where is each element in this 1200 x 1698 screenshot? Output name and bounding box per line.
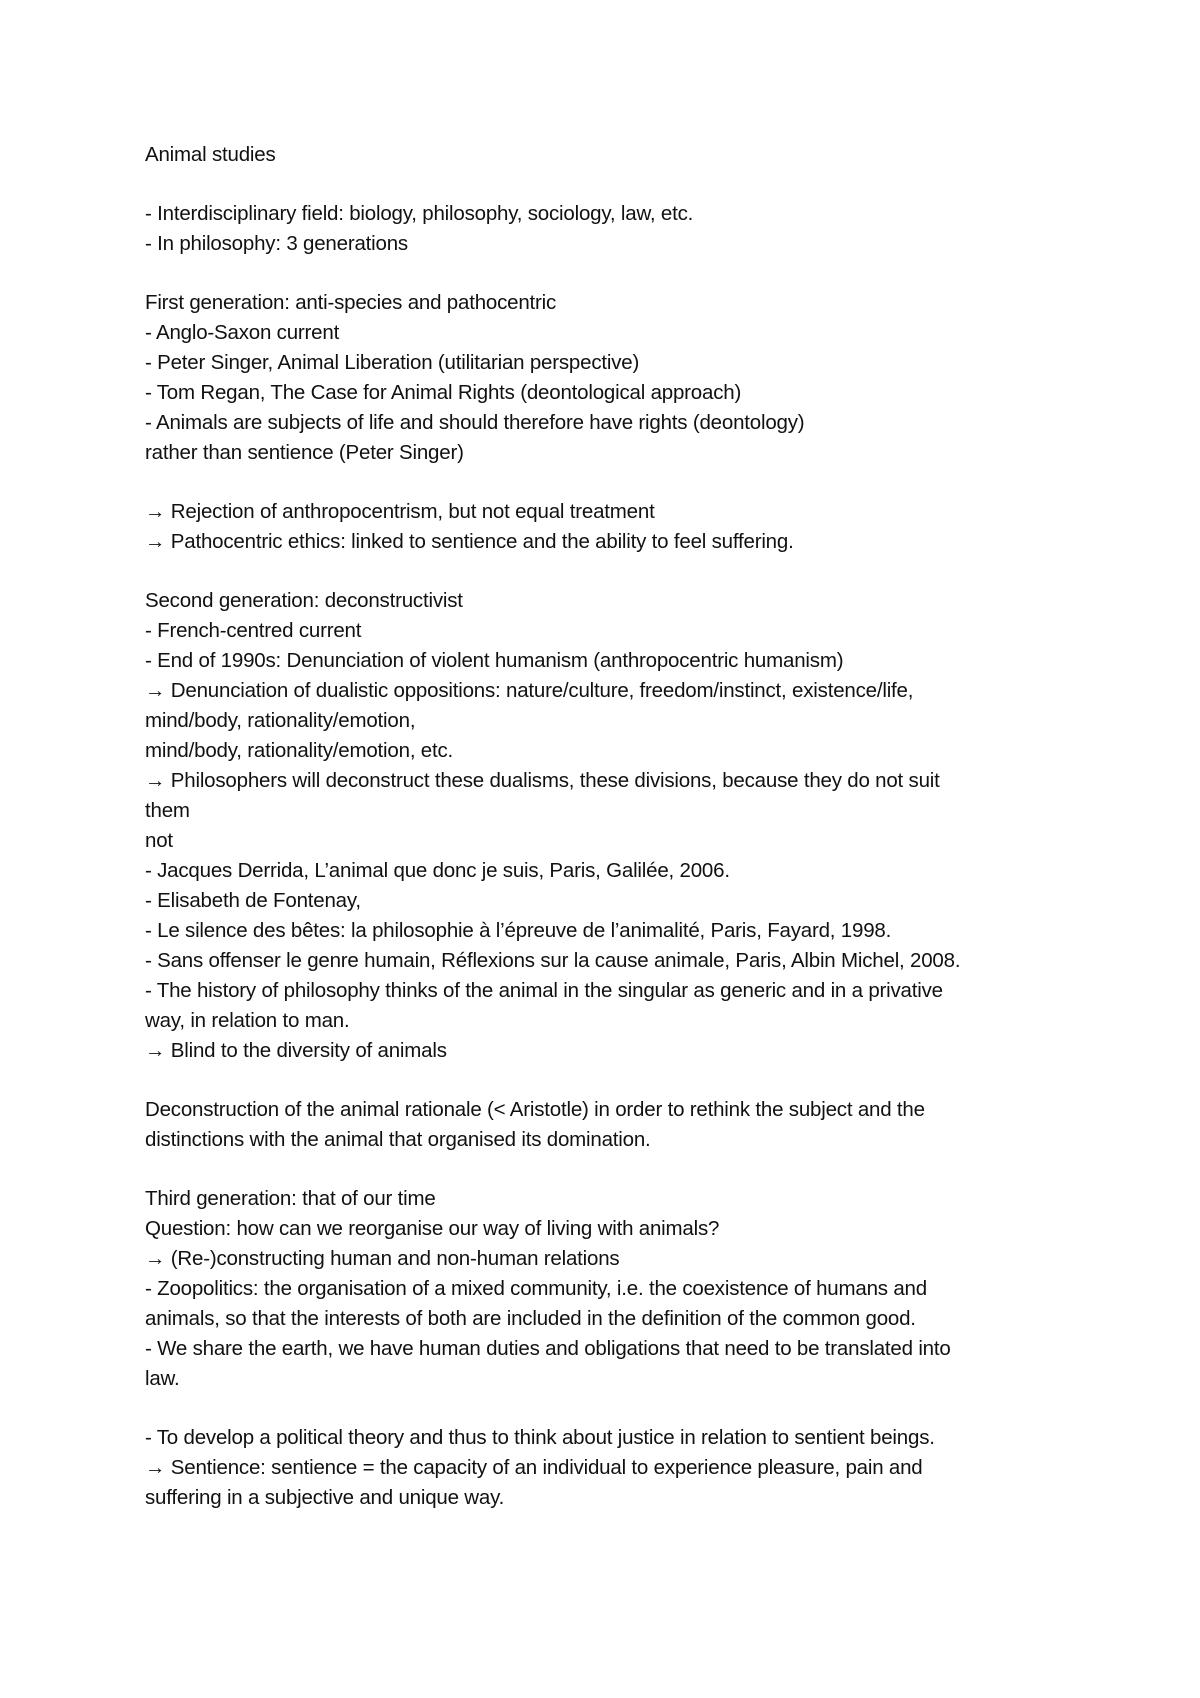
first-generation-line: rather than sentience (Peter Singer)	[145, 441, 464, 464]
second-generation-line: - End of 1990s: Denunciation of violent humanism (anthropocentric humanism)	[145, 649, 844, 672]
third-generation-line: - Zoopolitics: the organisation of a mixed community, i.e. the coexistence of humans and	[145, 1277, 927, 1300]
first-conclusion-line: → Rejection of anthropocentrism, but not equal treatment	[145, 500, 655, 523]
paragraph-gap	[145, 259, 1065, 288]
second-generation-line: - Sans offenser le genre humain, Réflexions sur la cause animale, Paris, Albin Michel, 2008.	[145, 949, 961, 972]
second-generation-line: - French-centred current	[145, 619, 362, 642]
paragraph-gap	[145, 170, 1065, 199]
first-generation-line: - Tom Regan, The Case for Animal Rights (deontological approach)	[145, 381, 742, 404]
first-generation-line: - Animals are subjects of life and should therefore have rights (deontology)	[145, 411, 805, 434]
deconstruction-line: Deconstruction of the animal rationale (< Aristotle) in order to rethink the subject and the	[145, 1098, 925, 1121]
political-theory-line: → Sentience: sentience = the capacity of an individual to experience pleasure, pain and	[145, 1456, 923, 1479]
third-generation-heading: Third generation: that of our time	[145, 1187, 436, 1210]
third-generation-line: → (Re-)constructing human and non-human relations	[145, 1247, 620, 1270]
paragraph-gap	[145, 468, 1065, 497]
document-title: Animal studies	[145, 143, 276, 166]
second-generation-line: not	[145, 829, 173, 852]
second-generation-line: way, in relation to man.	[145, 1009, 350, 1032]
second-generation-line: → Blind to the diversity of animals	[145, 1039, 447, 1062]
second-generation-line: - The history of philosophy thinks of the animal in the singular as generic and in a privative	[145, 979, 943, 1002]
political-theory-line: - To develop a political theory and thus to think about justice in relation to sentient beings.	[145, 1426, 935, 1449]
first-generation-heading: First generation: anti-species and pathocentric	[145, 291, 557, 314]
second-generation-line: - Elisabeth de Fontenay,	[145, 889, 361, 912]
third-generation-line: Question: how can we reorganise our way of living with animals?	[145, 1217, 720, 1240]
paragraph-gap	[145, 1155, 1065, 1184]
second-generation-line: them	[145, 799, 190, 822]
first-generation-line: - Anglo-Saxon current	[145, 321, 340, 344]
second-generation-line: mind/body, rationality/emotion,	[145, 709, 416, 732]
intro-line: - In philosophy: 3 generations	[145, 232, 408, 255]
intro-line: - Interdisciplinary field: biology, philosophy, sociology, law, etc.	[145, 202, 694, 225]
first-generation-line: - Peter Singer, Animal Liberation (utilitarian perspective)	[145, 351, 640, 374]
deconstruction-line: distinctions with the animal that organised its domination.	[145, 1128, 651, 1151]
paragraph-gap	[145, 1394, 1065, 1423]
third-generation-line: animals, so that the interests of both are included in the definition of the common good.	[145, 1307, 916, 1330]
third-generation-line: law.	[145, 1367, 180, 1390]
second-generation-line: - Jacques Derrida, L’animal que donc je suis, Paris, Galilée, 2006.	[145, 859, 730, 882]
paragraph-gap	[145, 1066, 1065, 1095]
second-generation-heading: Second generation: deconstructivist	[145, 589, 463, 612]
second-generation-line: - Le silence des bêtes: la philosophie à l’épreuve de l’animalité, Paris, Fayard, 1998.	[145, 919, 892, 942]
paragraph-gap	[145, 557, 1065, 586]
second-generation-line: → Denunciation of dualistic oppositions: nature/culture, freedom/instinct, existence/life,	[145, 679, 914, 702]
second-generation-line: → Philosophers will deconstruct these dualisms, these divisions, because they do not suit	[145, 769, 940, 792]
second-generation-line: mind/body, rationality/emotion, etc.	[145, 739, 454, 762]
political-theory-line: suffering in a subjective and unique way.	[145, 1486, 505, 1509]
third-generation-line: - We share the earth, we have human duties and obligations that need to be translated into	[145, 1337, 951, 1360]
first-conclusion-line: → Pathocentric ethics: linked to sentience and the ability to feel suffering.	[145, 530, 794, 553]
document-body	[145, 140, 1065, 1513]
